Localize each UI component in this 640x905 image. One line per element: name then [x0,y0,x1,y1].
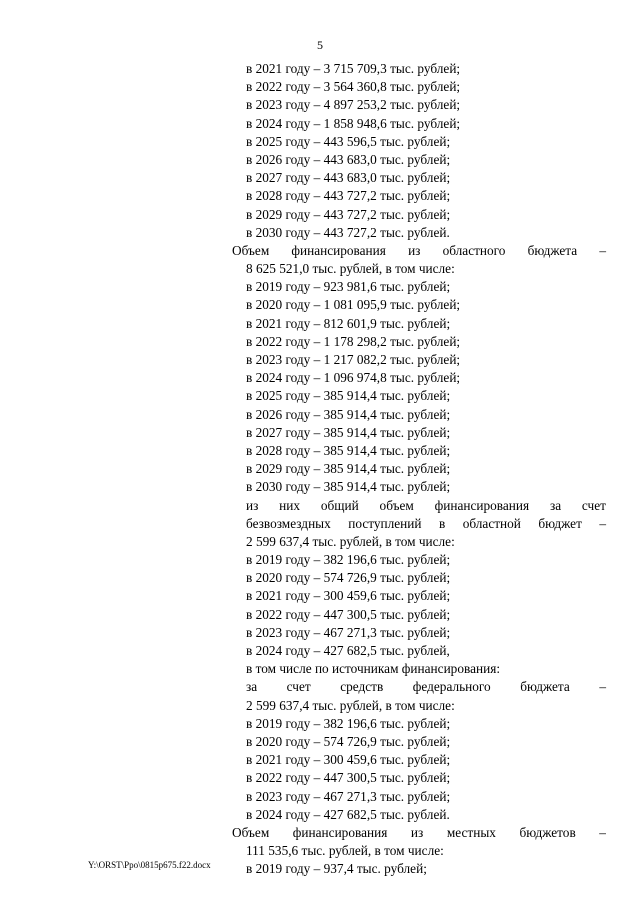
text-line: в 2023 году – 467 271,3 тыс. рублей; [246,788,451,804]
text-line: в 2027 году – 443 683,0 тыс. рублей; [246,170,451,186]
text-line: в 2029 году – 443 727,2 тыс. рублей; [246,206,451,222]
text-word: бюджетов [519,824,576,840]
text-word: – [599,824,606,840]
text-word: финансирования [434,497,530,513]
text-word: бюджета [520,679,570,695]
text-word: областного [442,242,506,258]
text-line [246,515,606,533]
text-word: них [279,497,301,513]
text-line [246,678,606,696]
text-word: счет [286,679,311,695]
text-line: в 2026 году – 443 683,0 тыс. рублей; [246,151,451,167]
text-line: в 2022 году – 3 564 360,8 тыс. рублей; [246,79,461,95]
text-word: из [410,824,424,840]
text-line: в 2023 году – 1 217 082,2 тыс. рублей; [246,352,461,367]
text-line: в 2019 году – 937,4 тыс. рублей; [246,861,427,877]
text-word: финансирования [291,242,386,258]
text-line: в 2024 году – 1 858 948,6 тыс. рублей; [246,115,461,131]
text-line: в 2021 году – 300 459,6 тыс. рублей; [246,588,451,604]
text-line: в 2021 году – 300 459,6 тыс. рублей; [246,752,451,768]
text-word: за [246,679,258,695]
text-line: в 2022 году – 447 300,5 тыс. рублей; [246,606,451,622]
text-word: финансирования [292,824,388,840]
text-word: средств [340,679,384,695]
text-line: 8 625 521,0 тыс. рублей, в том числе: [246,261,455,277]
text-word: общий [320,497,359,513]
text-line: в 2021 году – 812 601,9 тыс. рублей; [246,315,451,331]
text-line: в 2025 году – 385 914,4 тыс. рублей; [246,388,451,404]
text-line: в 2024 году – 427 682,5 тыс. рублей, [246,643,450,658]
text-line: в 2023 году – 4 897 253,2 тыс. рублей; [246,97,461,113]
text-line: в 2026 году – 385 914,4 тыс. рублей; [246,406,451,422]
text-word: объем [379,497,414,513]
page-number: 5 [317,38,323,52]
text-word: за [549,497,562,513]
text-line: в 2025 году – 443 596,5 тыс. рублей; [246,133,451,149]
text-line: в том числе по источникам финансирования: [246,661,501,677]
text-line: в 2028 году – 443 727,2 тыс. рублей; [246,188,451,204]
text-line: в 2020 году – 1 081 095,9 тыс. рублей; [246,297,461,313]
text-word: счет [581,497,606,513]
text-line: 2 599 637,4 тыс. рублей, в том числе: [246,533,455,549]
text-line [246,497,606,515]
text-word: в [438,515,446,531]
text-word: поступлений [348,515,422,531]
text-word: – [599,242,606,258]
text-line: в 2022 году – 447 300,5 тыс. рублей; [246,770,451,786]
text-line: в 2022 году – 1 178 298,2 тыс. рублей; [246,333,461,349]
text-line: в 2019 году – 382 196,6 тыс. рублей; [246,715,451,731]
document-body [232,60,606,878]
text-line: в 2027 году – 385 914,4 тыс. рублей; [246,424,451,440]
text-line: в 2023 году – 467 271,3 тыс. рублей; [246,624,451,640]
file-path-footer: Y:\ORST\Ppo\0815p675.f22.docx [88,860,211,870]
text-line: 2 599 637,4 тыс. рублей, в том числе: [246,697,455,713]
text-word: – [599,679,606,695]
text-word: местных [446,824,496,840]
text-line: в 2019 году – 923 981,6 тыс. рублей; [246,279,451,295]
text-line: в 2030 году – 385 914,4 тыс. рублей; [246,479,451,495]
text-line: 111 535,6 тыс. рублей, в том числе: [246,843,444,859]
text-word: безвозмездных [246,515,331,531]
text-word: из [246,497,259,513]
text-line [232,824,606,842]
text-line: в 2020 году – 574 726,9 тыс. рублей; [246,733,451,749]
text-word: – [599,515,606,531]
text-line: в 2020 году – 574 726,9 тыс. рублей; [246,570,451,586]
text-word: бюджет [538,515,582,531]
text-line: в 2029 году – 385 914,4 тыс. рублей; [246,461,451,477]
text-line: в 2030 году – 443 727,2 тыс. рублей. [246,224,450,240]
text-line: в 2021 году – 3 715 709,3 тыс. рублей; [246,61,461,76]
text-word: Объем [232,242,270,258]
text-word: бюджета [527,242,578,258]
text-word: федерального [412,679,491,695]
text-word: Объем [232,824,270,840]
text-line: в 2024 году – 427 682,5 тыс. рублей. [246,806,450,822]
text-line: в 2024 году – 1 096 974,8 тыс. рублей; [246,370,461,386]
text-word: областной [462,515,521,531]
text-line: в 2019 году – 382 196,6 тыс. рублей; [246,552,451,568]
text-line: в 2028 году – 385 914,4 тыс. рублей; [246,442,451,458]
text-word: из [408,242,421,258]
text-line [232,242,606,260]
